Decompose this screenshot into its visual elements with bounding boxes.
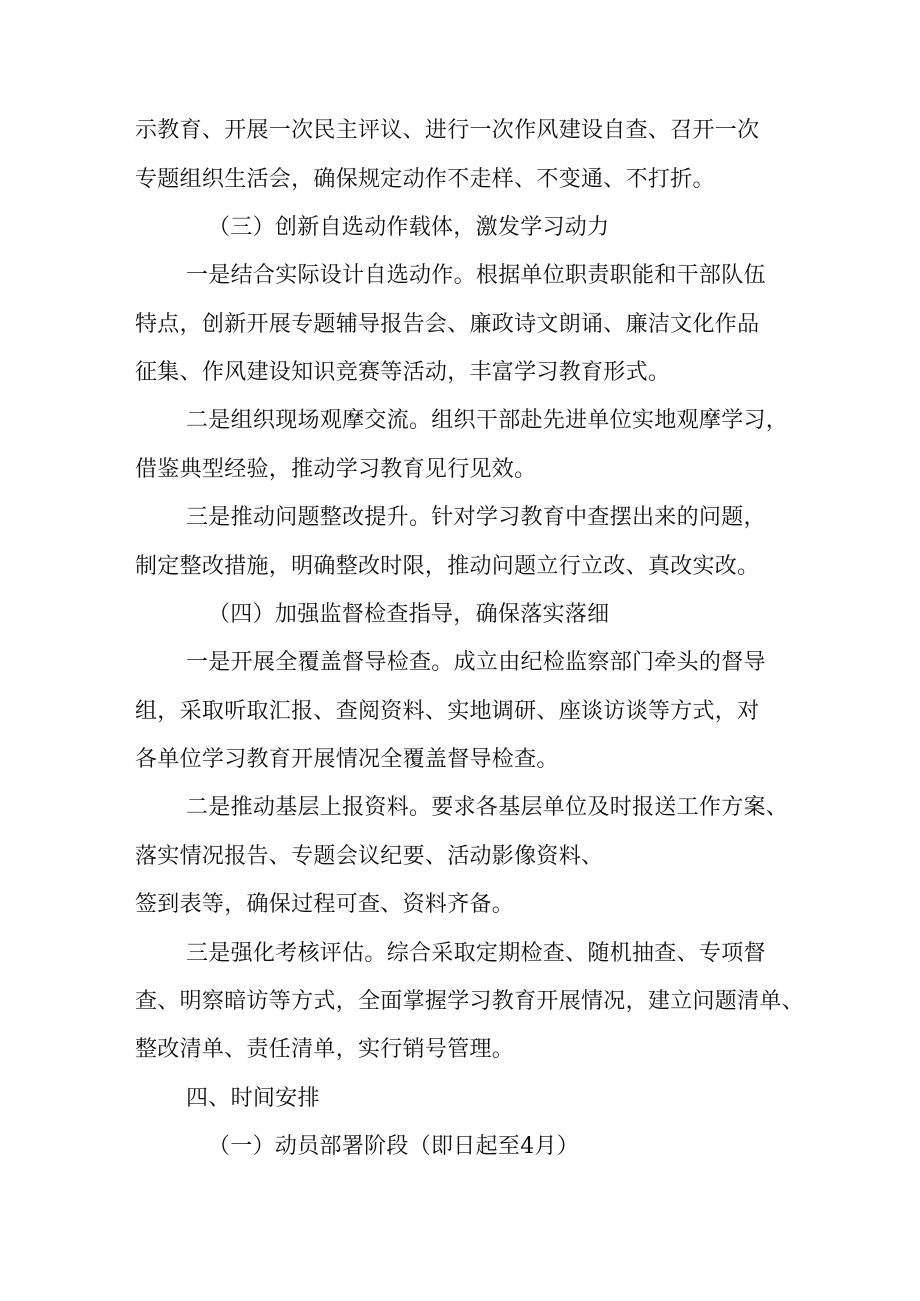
text-line: 借鉴典型经验，推动学习教育见行见效。	[135, 457, 537, 482]
paragraph-first-line: 一是开展全覆盖督导检查。成立由纪检监察部门牵头的督导	[186, 650, 766, 675]
paragraph-first-line: 三是推动问题整改提升。针对学习教育中查摆出来的问题，	[186, 505, 766, 530]
text-line: 组，采取听取汇报、查阅资料、实地调研、座谈访谈等方式，对	[135, 699, 760, 724]
text-line: 专题组织生活会，确保规定动作不走样、不变通、不打折。	[135, 167, 715, 192]
text-line: 签到表等，确保过程可查、资料齐备。	[135, 892, 515, 917]
text-line: 示教育、开展一次民主评议、进行一次作风建设自查、召开一次	[135, 118, 760, 143]
chapter-heading: 四、时间安排	[186, 1086, 320, 1111]
paragraph-first-line: 二是组织现场观摩交流。组织干部赴先进单位实地观摩学习，	[186, 408, 789, 433]
section-heading: （一）动员部署阶段（即日起至4月）	[208, 1134, 580, 1159]
text-line: 征集、作风建设知识竞赛等活动，丰富学习教育形式。	[135, 360, 671, 385]
paragraph-first-line: 二是推动基层上报资料。要求各基层单位及时报送工作方案、	[186, 795, 789, 820]
text-line: 制定整改措施，明确整改时限，推动问题立行立改、真改实改。	[135, 554, 760, 579]
paragraph-first-line: 一是结合实际设计自选动作。根据单位职责职能和干部队伍	[186, 263, 766, 288]
paragraph-first-line: 三是强化考核评估。综合采取定期检查、随机抽查、专项督	[186, 941, 766, 966]
text-line: 查、明察暗访等方式，全面掌握学习教育开展情况，建立问题清单、	[135, 989, 805, 1014]
text-line: 特点，创新开展专题辅导报告会、廉政诗文朗诵、廉洁文化作品	[135, 312, 760, 337]
section-heading: （四）加强监督检查指导，确保落实落细	[208, 602, 610, 627]
text-line: 各单位学习教育开展情况全覆盖督导检查。	[135, 747, 559, 772]
text-line: 整改清单、责任清单，实行销号管理。	[135, 1037, 515, 1062]
section-heading: （三）创新自选动作载体，激发学习动力	[208, 215, 610, 240]
text-line: 落实情况报告、专题会议纪要、活动影像资料、	[135, 844, 604, 869]
